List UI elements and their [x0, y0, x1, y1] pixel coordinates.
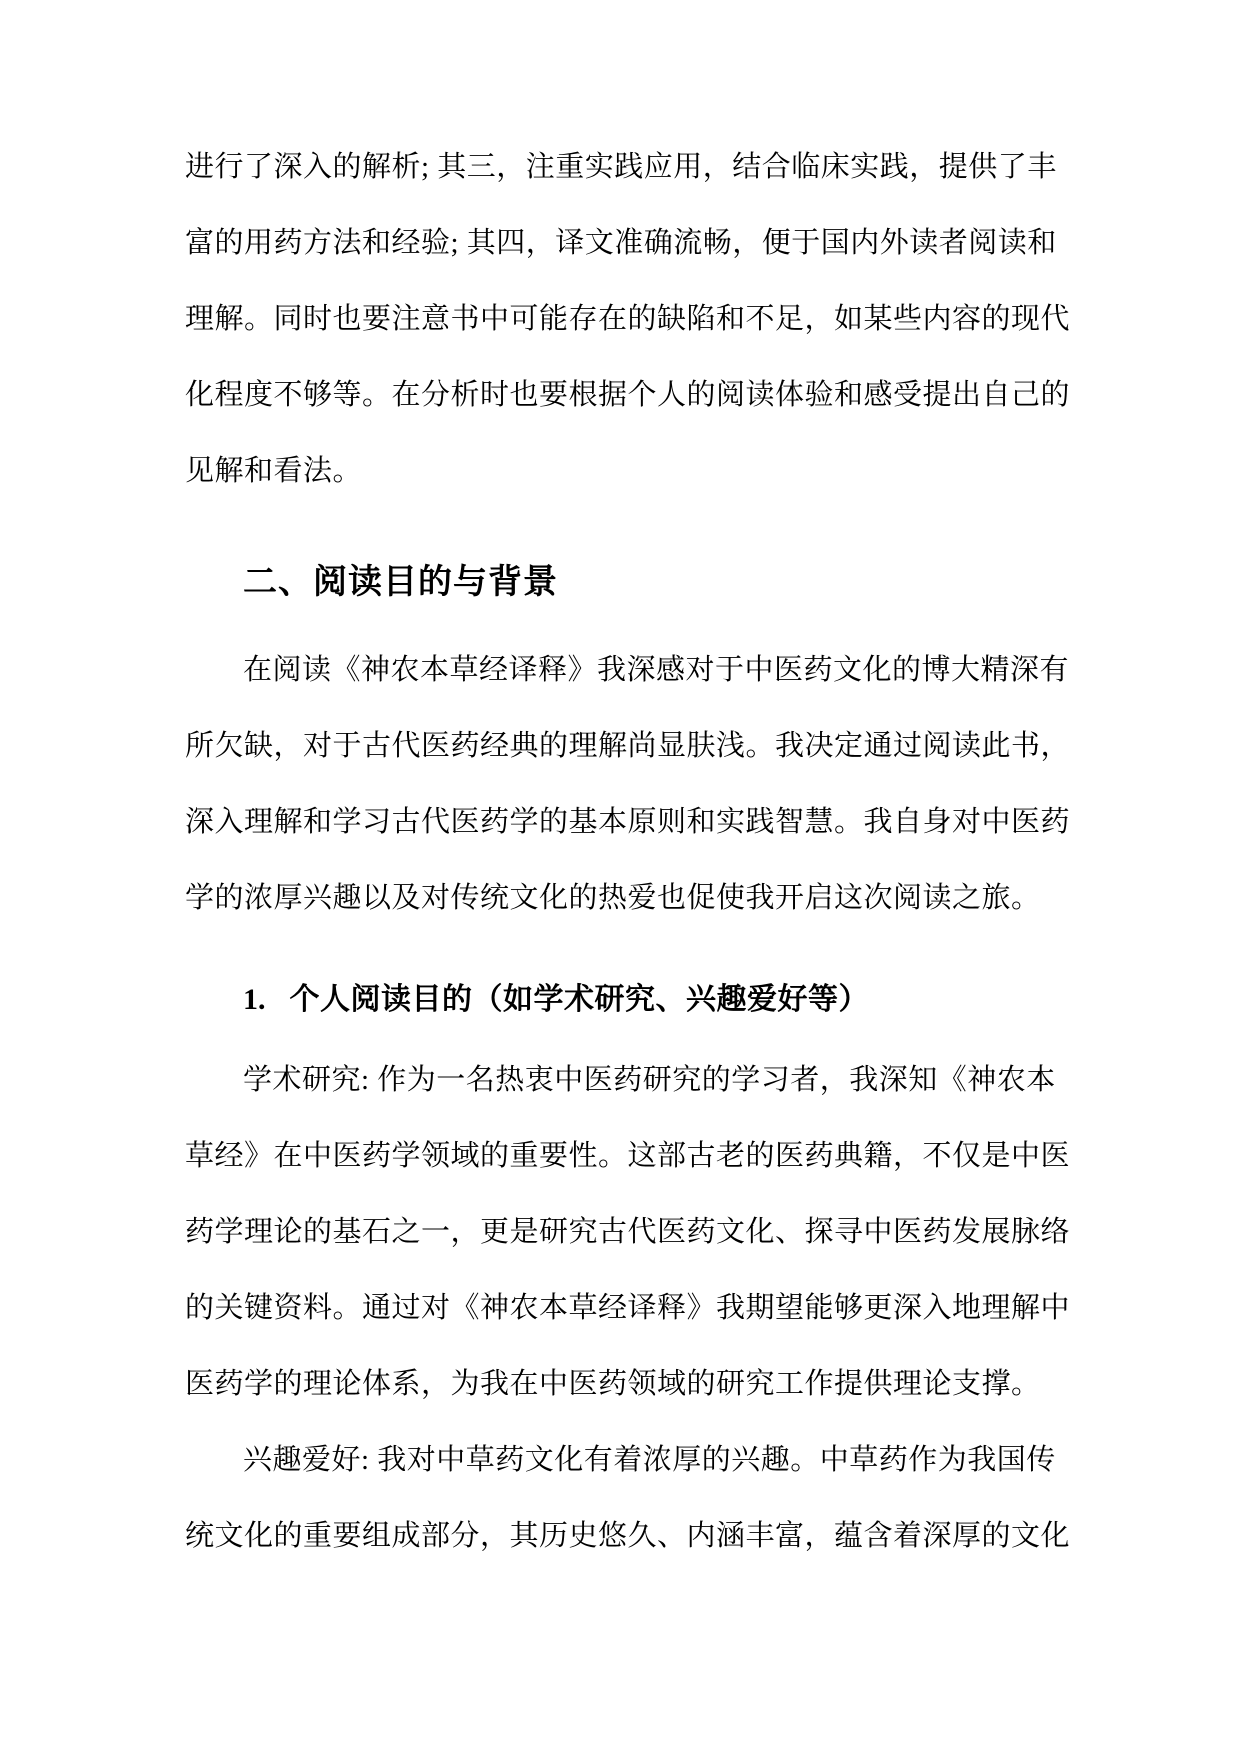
text-line: 兴趣爱好: 我对中草药文化有着浓厚的兴趣。中草药作为我国传: [243, 1444, 1056, 1476]
text-line: 医药学的理论体系，为我在中医药领域的研究工作提供理论支撑。: [185, 1368, 1041, 1400]
document-content: [185, 0, 1071, 1574]
intro-paragraph: [185, 632, 1071, 936]
text-line: 统文化的重要组成部分，其历史悠久、内涵丰富，蕴含着深厚的文化: [185, 1520, 1071, 1552]
subsection-number: 1.: [243, 983, 266, 1016]
text-line: 见解和看法。: [185, 455, 363, 487]
text-line: 理解。同时也要注意书中可能存在的缺陷和不足，如某些内容的现代: [185, 303, 1071, 335]
text-line: 在阅读《神农本草经译释》我深感对于中医药文化的博大精深有: [243, 654, 1070, 686]
section-heading: 二、阅读目的与背景: [243, 564, 558, 601]
text-line: 所欠缺，对于古代医药经典的理解尚显肤浅。我决定通过阅读此书，: [185, 730, 1071, 762]
text-line: 的关键资料。通过对《神农本草经译释》我期望能够更深入地理解中: [185, 1292, 1071, 1324]
text-line: 草经》在中医药学领域的重要性。这部古老的医药典籍，不仅是中医: [185, 1140, 1071, 1172]
text-line: 富的用药方法和经验; 其四，译文准确流畅，便于国内外读者阅读和: [185, 227, 1057, 259]
text-line: 学的浓厚兴趣以及对传统文化的热爱也促使我开启这次阅读之旅。: [185, 882, 1041, 914]
academic-purpose-paragraph: [185, 1042, 1071, 1422]
text-line: 药学理论的基石之一，更是研究古代医药文化、探寻中医药发展脉络: [185, 1216, 1071, 1248]
text-line: 化程度不够等。在分析时也要根据个人的阅读体验和感受提出自己的: [185, 379, 1071, 411]
hobby-paragraph: [185, 1422, 1071, 1574]
text-line: 深入理解和学习古代医药学的基本原则和实践智慧。我自身对中医药: [185, 806, 1071, 838]
text-line: 进行了深入的解析; 其三，注重实践应用，结合临床实践，提供了丰: [185, 151, 1057, 183]
text-line: 学术研究: 作为一名热衷中医药研究的学习者，我深知《神农本: [243, 1064, 1056, 1096]
subsection-heading: [185, 980, 1053, 1020]
subsection-title: 个人阅读目的（如学术研究、兴趣爱好等）: [289, 983, 869, 1016]
continuation-paragraph: [185, 129, 1071, 509]
